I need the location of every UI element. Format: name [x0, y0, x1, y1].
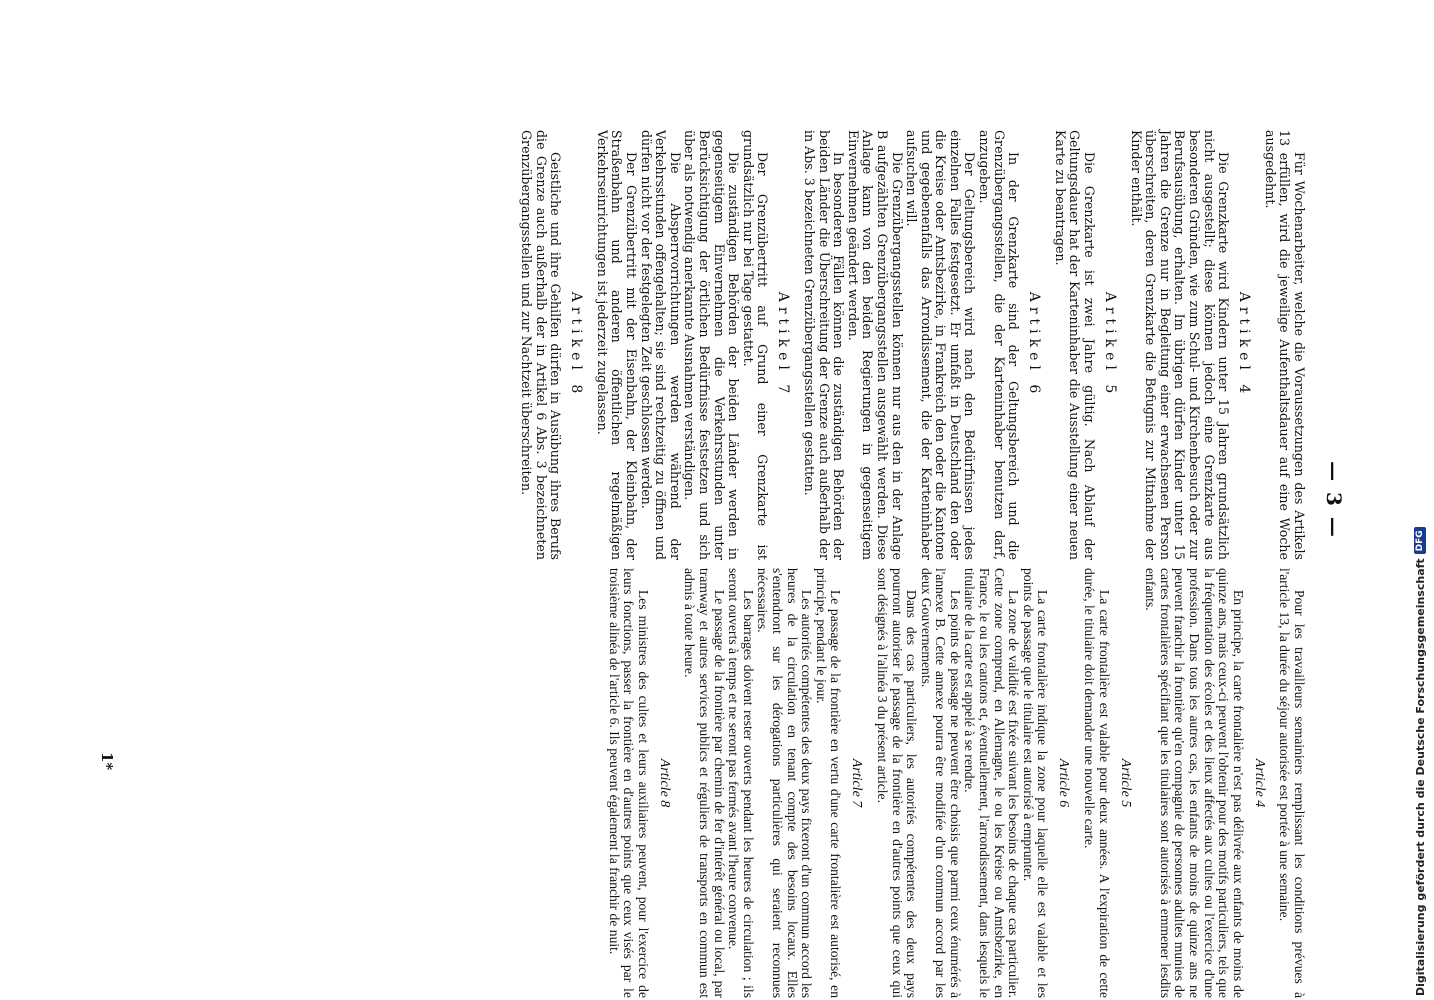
- dfg-logo-icon: DFG: [1414, 527, 1426, 554]
- german-article-7-para-3: Die Absperrvorrichtungen werden während der Verkehrsstunden offengehalten; sie sind rechtzeitig zu öffnen und dürfen nicht vor der festgelegten Zeit geschlossen werden.: [638, 130, 683, 560]
- french-article-6-para-1: La carte frontalière indique la zone pour laquelle elle est valable et les points de passage que le titulaire est autorisé à emprunter.: [1020, 568, 1051, 998]
- german-article-6-para-1: In der Grenzkarte sind der Geltungsbereich und die Grenzübergangsstellen, die der Karteninhaber benutzen darf, anzugeben.: [977, 130, 1022, 560]
- digitization-credit: [1410, 0, 1430, 1000]
- german-article-6-para-3: Die Grenzübergangsstellen können nur aus den in der Anlage B aufgezählten Grenzübergangsstellen ausgewählt werden. Diese Anlage kann von den beiden Regierungen in gegenseitigem Einvernehmen geändert werden.: [845, 130, 905, 560]
- german-intro: Für Wochenarbeiter, welche die Voraussetzungen des Artikels 13 erfüllen, wird die jeweilige Aufenthaltsdauer auf eine Woche ausgedehnt.: [1262, 130, 1307, 560]
- french-intro: Pour les travailleurs semainiers remplissant les conditions prévues à l'article 13, la durée du séjour autorisée est portée à une semaine.: [1277, 568, 1307, 998]
- german-article-5-text: Die Grenzkarte ist zwei Jahre gültig. Nach Ablauf der Geltungsdauer hat der Karteninhaber die Ausstellung einer neuen Karte zu beantragen.: [1052, 130, 1098, 560]
- digitization-text: Digitalisierung gefördert durch die Deutsche Forschungsgemeinschaft: [1413, 558, 1427, 996]
- german-article-6-heading: Artikel 6: [1026, 291, 1043, 399]
- french-article-7-para-1: Le passage de la frontière en vertu d'une carte frontalière est autorisé, en principe, pendant le jour.: [813, 568, 844, 998]
- german-article-8-text: Geistliche und ihre Gehilfen dürfen in Ausübung ihres Berufs die Grenze auch außerhalb der in Artikel 6 Abs. 3 bezeichneten Grenzübergangsstellen und zur Nachtzeit überschreiten.: [519, 130, 564, 560]
- german-article-6-para-4: In besonderen Fällen können die zuständigen Behörden der beiden Länder die Überschreitung der Grenze auch außerhalb der in Abs. 3 bezeichneten Grenzübergangsstellen gestatten.: [801, 130, 847, 560]
- page-number: — 3 —: [1322, 461, 1346, 539]
- french-article-6-para-2: La zone de validité est fixée suivant les besoins de chaque cas particulier. Cette zone comprend, en Allemagne, le ou les Kreise ou Amtsbezirke, en France, le ou les cantons et, éventuellement, l'arrondissement, dans lesquels le titulaire de la carte est appelé à se rendre.: [962, 568, 1022, 998]
- french-article-7-para-4: Le passage de la frontière par chemin de fer d'intérêt général ou local, par tramway et autres services publics et réguliers de transports en commun est admis à toute heure.: [682, 568, 727, 998]
- french-article-8-heading: Article 8: [656, 758, 672, 808]
- german-article-4-heading: Artikel 4: [1236, 291, 1253, 399]
- french-article-7-heading: Article 7: [849, 758, 865, 808]
- french-article-8-text: Les ministres des cultes et leurs auxiliaires peuvent, pour l'exercice de leurs fonctions, passer la frontière en d'autres points que ceux visés par le troisième alinéa de l'article 6. Ils peuvent également la franchir de nuit.: [606, 568, 651, 998]
- german-article-4-text: Die Grenzkarte wird Kindern unter 15 Jahren grundsätzlich nicht ausgestellt; diese können jedoch eine Grenzkarte aus besonderen Gründen, wie zum Schul- und Kirchenbesuch oder zur Berufsausübung, erhalten. Im übrigen dürfen Kinder unter 15 Jahren die Grenze nur in Begleitung einer erwachsenen Person überschreiten, deren Grenzkarte die Befugnis zur Mitnahme der Kinder enthält.: [1128, 130, 1232, 560]
- signature-mark: 1*: [98, 752, 116, 771]
- german-article-7-para-1: Der Grenzübertritt auf Grund einer Grenzkarte ist grundsätzlich nur bei Tage gestattet.: [740, 130, 771, 560]
- german-article-7-heading: Artikel 7: [775, 291, 792, 399]
- french-article-6-para-4: Dans des cas particuliers, les autorités compétentes des deux pays pourront autoriser le passage de la frontière en d'autres points que ceux qui sont désignés à l'alinéa 3 du présent article.: [874, 568, 920, 998]
- german-column: [518, 130, 1306, 560]
- french-article-6-heading: Article 6: [1056, 758, 1072, 808]
- german-article-7-para-2: Die zuständigen Behörden der beiden Länder werden in gegenseitigem Einvernehmen die Verkehrsstunden unter Berücksichtigung der örtlichen Bedürfnisse festsetzen und sich über als notwendig anerkannte Ausnahmen verständigen.: [682, 130, 742, 560]
- german-article-8-heading: Artikel 8: [568, 291, 585, 399]
- french-column: [606, 568, 1306, 998]
- french-article-7-para-3: Les barrages doivent rester ouverts pendant les heures de circulation ; ils seront ouverts à temps et ne seront pas fermés avant l'heure convenue.: [726, 568, 756, 998]
- french-article-4-text: En principe, la carte frontalière n'est pas délivrée aux enfants de moins de quinze ans, mais ceux-ci peuvent l'obtenir pour des motifs particuliers, tels que la fréquentation des écoles et des lieux affectés aux cultes ou l'exercice d'une profession. Dans tous les autres cas, les enfants de moins de quinze ans ne peuvent franchir la frontière qu'en compagnie de personnes adultes munies de cartes frontalières spécifiant que les titulaires sont autorisés à emmener lesdits enfants.: [1143, 568, 1246, 998]
- german-article-6-para-2: Der Geltungsbereich wird nach den Bedürfnissen jedes einzelnen Falles festgesetzt. Er umfaßt in Deutschland den oder die Kreise oder Amtsbezirke, in Frankreich den oder die Kantone und gegebenenfalls das Arrondissement, die der Karteninhaber aufsuchen will.: [904, 130, 978, 560]
- french-article-4-heading: Article 4: [1251, 758, 1267, 808]
- french-article-5-text: La carte frontalière est valable pour deux années. A l'expiration de cette durée, le titulaire doit demander une nouvelle carte.: [1082, 568, 1112, 998]
- german-article-7-para-4: Der Grenzübertritt mit der Eisenbahn, der Kleinbahn, der Straßenbahn und anderen öffentlichen regelmäßigen Verkehrseinrichtungen ist jederzeit zugelassen.: [594, 130, 640, 560]
- german-article-5-heading: Artikel 5: [1102, 291, 1119, 399]
- french-article-7-para-2: Les autorités compétentes des deux pays fixeront d'un commun accord les heures de la circulation en tenant compte des besoins locaux. Elles s'entendront sur les dérogations particulières qui seraient reconnues nécessaires.: [755, 568, 815, 998]
- french-article-6-para-3: Les points de passage ne peuvent être choisis que parmi ceux énumérés à l'annexe B. Cette annexe pourra être modifiée d'un commun accord par les deux Gouvernements.: [918, 568, 963, 998]
- french-article-5-heading: Article 5: [1117, 758, 1133, 808]
